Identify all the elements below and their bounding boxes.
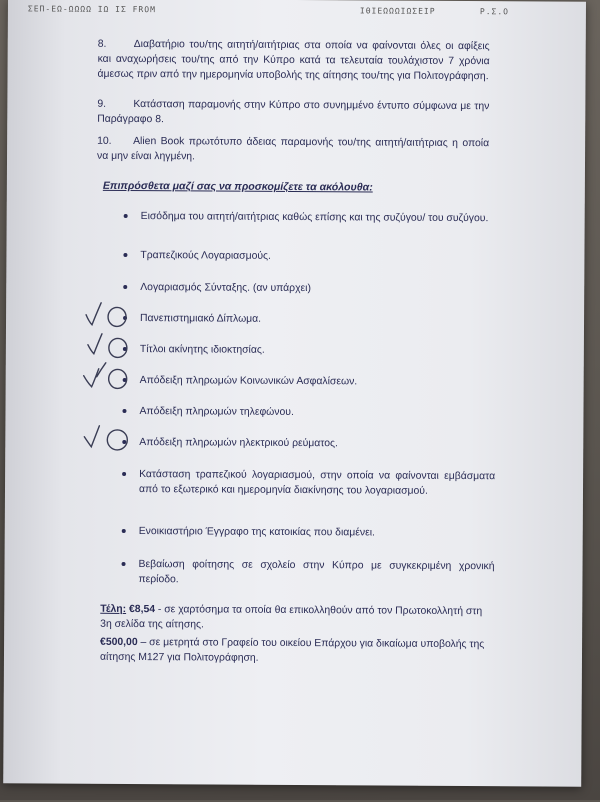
list-item: Απόδειξη πληρωμών ηλεκτρικού ρεύματος. <box>101 435 495 452</box>
list-item: Λογαριασμός Σύνταξης. (αν υπάρχει) <box>102 280 496 297</box>
list-item: Πανεπιστημιακό Δίπλωμα. <box>102 311 496 328</box>
list-item: Βεβαίωση φοίτησης σε σχολείο στην Κύπρο με συγκεκριμένη χρονική περίοδο. <box>100 557 494 589</box>
fee-amount: €500,00 <box>100 636 138 649</box>
item-text: Alien Book πρωτότυπο άδειας παραμονής του/της αιτητή/αιτήτριας η οποία να μην είναι ληγμένη. <box>97 136 490 163</box>
fee-description: – σε μετρητά στο Γραφείο του οικείου Επάρχου για δικαίωμα υποβολής της αίτησης Μ127 για Πολιτογράφηση. <box>99 637 485 664</box>
bullet-dot <box>122 562 126 566</box>
list-item: Ενοικιαστήριο Έγγραφο της κατοικίας που διαμένει. <box>101 524 495 541</box>
fee-stamps: Τέλη: €8,54 - σε χαρτόσημα τα οποία θα επικολληθούν από τον Πρωτοκολλητή στη 3η σελίδα της αίτησης. <box>100 603 483 631</box>
numbered-item-10 <box>97 134 489 166</box>
list-item: Κατάσταση τραπεζικού λογαριασμού, στην οποία να φαίνονται εμβάσματα από το εξωτερικό και ημερομηνία διακίνησης του λογαριασμού. <box>101 467 495 499</box>
fax-header-right: Ρ.Σ.Ο <box>479 7 510 17</box>
fax-header <box>8 4 586 22</box>
fee-label: Τέλη <box>100 603 123 615</box>
bullet-dot <box>122 440 126 444</box>
fax-header-middle: ΙΘΙΕΩΩΩΙΩΣΕΙΡ <box>359 6 436 16</box>
item-number: 8. <box>97 38 107 50</box>
fee-description: - σε χαρτόσημα τα οποία θα επικολληθούν από τον Πρωτοκολλητή στη 3η σελίδα της αίτησης. <box>100 604 483 631</box>
item-number: 10. <box>97 135 112 147</box>
item-number: 9. <box>97 98 107 110</box>
fee-amount: €8,54 <box>128 603 156 616</box>
bullet-dot <box>123 253 127 257</box>
fax-header-left: ΣΕΠ-ΕΩ-ΩΩΩΩ ΙΩ ΙΣ FROM <box>27 4 156 15</box>
bullet-dot <box>122 472 126 476</box>
checkmark-icon <box>86 303 101 325</box>
fee-cash <box>100 635 496 667</box>
attachments-heading: Επιπρόσθετα μαζί σας να προσκομίζετε τα ακόλουθα: <box>102 179 373 194</box>
item-text: Κατάσταση παραμονής στην Κύπρο στο συνημμένο έντυπο σύμφωνα με την Παράγραφο 8. <box>97 99 490 126</box>
checkmark-icon <box>84 426 99 447</box>
bullet-dot <box>123 378 127 382</box>
list-item: Τίτλοι ακίνητης ιδιοκτησίας. <box>102 342 496 359</box>
numbered-item-9 <box>97 97 489 129</box>
bullet-dot <box>123 285 127 289</box>
bullet-dot <box>123 347 127 351</box>
bullet-dot <box>122 529 126 533</box>
list-item: Απόδειξη πληρωμών τηλεφώνου. <box>101 404 495 421</box>
list-item: Εισόδημα του αιτητή/αιτήτριας καθώς επίσης και της συζύγου/ του συζύγου. <box>103 209 497 226</box>
bullet-dot <box>124 214 128 218</box>
list-item: Τραπεζικούς Λογαριασμούς. <box>102 248 496 265</box>
checkmark-icon <box>88 334 102 354</box>
bullet-dot <box>123 316 127 320</box>
bullet-dot <box>122 409 126 413</box>
numbered-item-8 <box>97 37 489 84</box>
list-item: Απόδειξη πληρωμών Κοινωνικών Ασφαλίσεων. <box>102 373 496 390</box>
document-page <box>3 0 586 787</box>
item-text: Διαβατήριο του/της αιτητή/αιτήτριας στα οποία να φαίνονται όλες οι αφίξεις και αναχωρήσεις του/της από την Κύπρο κατά τα τελευταία τουλάχιστον 7 χρόνια άμεσως πριν από την ημερομηνία υποβολής της αίτησης του/της για Πολιτογράφηση. <box>97 39 490 83</box>
